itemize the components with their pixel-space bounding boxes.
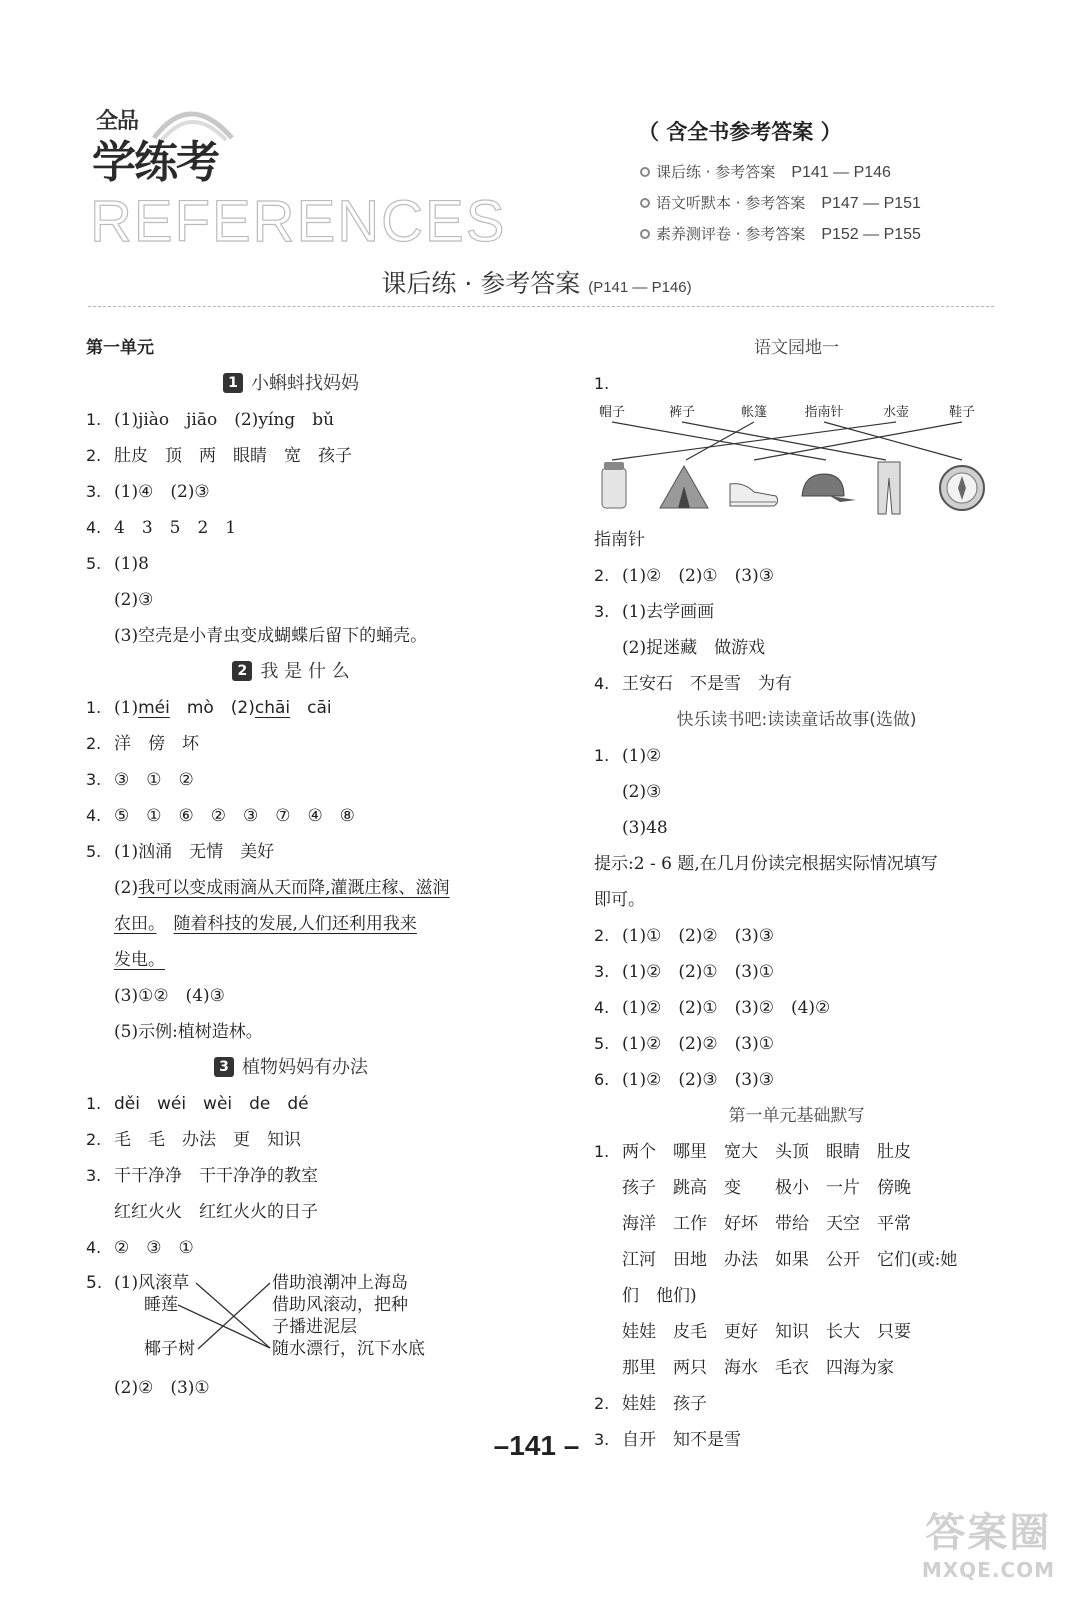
hint-text: 提示:2 - 6 题,在几月份读完根据实际情况填写 [594,854,938,874]
answer-text: (1)② (2)③ (3)③ [622,1070,774,1090]
watermark-url: MXQE.COM [921,1558,1055,1582]
bullet-icon [640,229,650,239]
answer-row [86,726,496,762]
answer-row [594,666,999,702]
answer-row [86,1158,496,1194]
answer-row [594,954,999,990]
match-word: 帽子 [598,405,626,420]
question-number: 5. [86,554,102,573]
page-number: –141 – [493,1430,580,1461]
answer-row: 那里 两只 海水 毛衣 四海为家 [622,1358,894,1378]
answer-row: (3)空壳是小青虫变成蝴蝶后留下的蛹壳。 [114,626,428,646]
answer-row [594,558,999,594]
answer-text: (1)jiào jiāo (2)yíng bǔ [114,410,335,430]
answer-row: (2)捉迷藏 做游戏 [622,638,766,658]
answer-row [594,1134,999,1170]
lesson-title [86,1050,496,1086]
trousers-icon [878,462,900,514]
question-number: 1. [594,1142,610,1161]
question-number: 5. [86,842,102,861]
answer-row [86,1230,496,1266]
question-number: 4. [86,1238,102,1257]
answer-text: ③ ① ② [114,770,194,790]
answer-row [594,594,999,630]
answer-row [86,1122,496,1158]
answer-row [86,870,496,906]
contents-list [640,160,921,253]
match-right-label: 借助风滚动，把种 [272,1295,408,1315]
answer-text: (1)① (2)② (3)③ [622,926,774,946]
answer-text: (2) [114,878,139,898]
matching-lines [86,1266,286,1370]
picture-matching-graphic [594,402,994,522]
question-number: 1. [86,698,102,717]
question-number: 5. [594,1034,610,1053]
answer-text: 毛 毛 办法 更 知识 [114,1130,301,1150]
cap-icon [802,474,856,502]
lesson-title [86,654,496,690]
lesson-title-text: 植物妈妈有办法 [242,1057,368,1078]
answer-row: (3)①② (4)③ [114,986,225,1006]
match-word: 指南针 [804,405,844,420]
contents-item [640,222,921,253]
answer-text: 娃娃 孩子 [622,1394,707,1414]
subsection-title: 快乐读书吧:读读童话故事(选做) [676,710,917,730]
question-number: 2. [86,446,102,465]
contents-pages: P147 — P151 [821,195,921,212]
match-word: 鞋子 [948,405,976,420]
answer-row [86,1086,496,1122]
answer-row [86,798,496,834]
answer-row [594,366,999,402]
answer-row [86,402,496,438]
match-right-label: 借助浪潮冲上海岛 [272,1273,408,1293]
answer-text: 4 3 5 2 1 [114,518,237,538]
answer-row [86,438,496,474]
subsection-title: 语文园地一 [754,338,839,358]
picture-matching [594,402,999,522]
lesson-title [86,366,496,402]
question-number: 1. [86,1094,102,1113]
match-word: 帐篷 [740,405,768,420]
answer-row: 海洋 工作 好坏 带给 天空 平常 [622,1214,911,1234]
watermark-logo: 答案圈 [925,1510,1052,1556]
answer-text: ② ③ ① [114,1238,194,1258]
answer-text: cāi [307,698,332,718]
question-number: 2. [86,1130,102,1149]
contents-pages: P152 — P155 [821,226,921,243]
answer-row [86,834,496,870]
answer-row: 指南针 [594,530,645,550]
divider [88,306,994,307]
answer-row [594,1386,999,1422]
answer-row: (2)③ [622,782,662,802]
question-number: 3. [594,602,610,621]
answer-row [594,738,999,774]
question-number: 1. [86,410,102,429]
contents-item [640,160,921,191]
question-number: 3. [594,962,610,981]
answer-row [86,546,496,582]
answer-text: (1)② (2)① (3)② (4)② [622,998,831,1018]
question-number: 3. [86,770,102,789]
answer-text: (1) [114,1273,139,1293]
logo-small-text: 全品 [96,109,139,134]
contents-label: 语文听默本 · 参考答案 [656,194,806,212]
question-number: 4. [594,674,610,693]
answer-text: mò (2) [186,698,255,718]
subsection-title: 第一单元基础默写 [728,1106,865,1126]
answer-row: 红红火火 红红火火的日子 [114,1202,318,1222]
answer-text: (1)② (2)① (3)① [622,962,774,982]
right-column [594,330,999,1458]
unit-heading: 第一单元 [86,338,154,358]
question-number: 2. [594,1394,610,1413]
contents-label: 课后练 · 参考答案 [656,163,776,181]
answer-text: 两个 哪里 宽大 头顶 眼睛 肚皮 [622,1142,911,1162]
underlined-pinyin: chāi [254,698,291,718]
answer-text: (1)汹涌 无情 美好 [114,842,275,862]
question-number: 2. [594,926,610,945]
bullet-icon [640,167,650,177]
contents-label: 素养测评卷 · 参考答案 [656,225,806,243]
references-banner: REFERENCES [90,189,507,254]
answer-row: 孩子 跳高 变 极小 一片 傍晚 [622,1178,911,1198]
section-pages: (P141 — P146) [588,279,692,296]
match-right-label: 随水漂行，沉下水底 [272,1339,425,1359]
answer-row [594,918,999,954]
question-number: 4. [594,998,610,1017]
question-number: 6. [594,1070,610,1089]
contents-item [640,191,921,222]
answer-row [86,762,496,798]
question-number: 5. [86,1273,103,1293]
answer-row: (2)③ [114,590,154,610]
matching-answer [86,1266,496,1370]
hint-text: 即可。 [594,890,645,910]
logo-title: 学练考 [92,137,218,188]
tent-icon [660,466,708,508]
answer-row [86,510,496,546]
underlined-sentence: 随着科技的发展,人们还利用我来 [173,914,417,934]
section-title-text: 课后练 · 参考答案 [381,269,581,298]
answer-row: (3)48 [622,818,668,838]
question-number: 3. [86,482,102,501]
question-number: 1. [594,374,610,393]
match-right-label: 子播进泥层 [272,1317,357,1337]
answer-text: 肚皮 顶 两 眼睛 宽 孩子 [114,446,352,466]
answer-row [86,690,496,726]
answer-text: (1)去学画画 [622,602,715,622]
answer-row [594,990,999,1026]
answer-text: 洋 傍 坏 [114,734,199,754]
match-left-label: 风滚草 [138,1273,190,1293]
answer-text: děi wéi wèi de dé [114,1094,309,1114]
answer-row: 江河 田地 办法 如果 公开 它们(或:她 [622,1250,958,1270]
underlined-pinyin: méi [138,698,170,718]
compass-icon [940,466,984,510]
answer-row [86,942,496,978]
question-number: 4. [86,806,102,825]
answer-text: (1)② [622,746,662,766]
match-left-label: 椰子树 [144,1339,195,1359]
lesson-number-badge: 3 [214,1057,234,1077]
match-word: 水壶 [882,405,910,420]
answer-row: 们 他们) [622,1286,697,1306]
underlined-sentence: 我可以变成雨滴从天而降,灌溉庄稼、滋润 [138,878,450,898]
watermark [922,1501,1055,1582]
underlined-sentence: 发电。 [114,950,165,970]
kettle-icon [602,462,626,508]
match-left-label: 睡莲 [144,1295,178,1315]
lesson-number-badge: 2 [232,661,252,681]
lesson-title-text: 我 是 什 么 [260,661,350,682]
match-word: 裤子 [668,405,696,420]
question-number: 1. [594,746,610,765]
answer-row [594,1062,999,1098]
answer-row: (5)示例:植树造林。 [114,1022,263,1042]
answer-row [86,906,496,942]
answer-text: 自开 知不是雪 [622,1430,741,1450]
question-number: 2. [594,566,610,585]
answer-text: (1)② (2)② (3)① [622,1034,774,1054]
answer-text: (1) [114,698,139,718]
question-number: 3. [86,1166,102,1185]
question-number: 2. [86,734,102,753]
answer-text: 王安石 不是雪 为有 [622,674,792,694]
contents-title: （ 含全书参考答案 ） [638,120,842,144]
answer-text: (1)② (2)① (3)③ [622,566,774,586]
bullet-icon [640,198,650,208]
answer-text: (1)④ (2)③ [114,482,210,502]
answer-text: (1)8 [114,554,149,574]
answer-row [594,1026,999,1062]
question-number: 3. [594,1430,610,1449]
answer-row: 娃娃 皮毛 更好 知识 长大 只要 [622,1322,911,1342]
underlined-sentence: 农田。 [114,914,157,934]
lesson-number-badge: 1 [223,373,243,393]
lesson-title-text: 小蝌蚪找妈妈 [251,373,359,394]
left-column [86,330,496,1406]
shoe-icon [730,484,778,506]
answer-text: ⑤ ① ⑥ ② ③ ⑦ ④ ⑧ [114,806,355,826]
section-title [0,264,1073,300]
answer-row: (2)② (3)① [114,1378,210,1398]
answer-text: 干干净净 干干净净的教室 [114,1166,318,1186]
contents-pages: P141 — P146 [791,164,891,181]
answer-row [86,474,496,510]
question-number: 4. [86,518,102,537]
